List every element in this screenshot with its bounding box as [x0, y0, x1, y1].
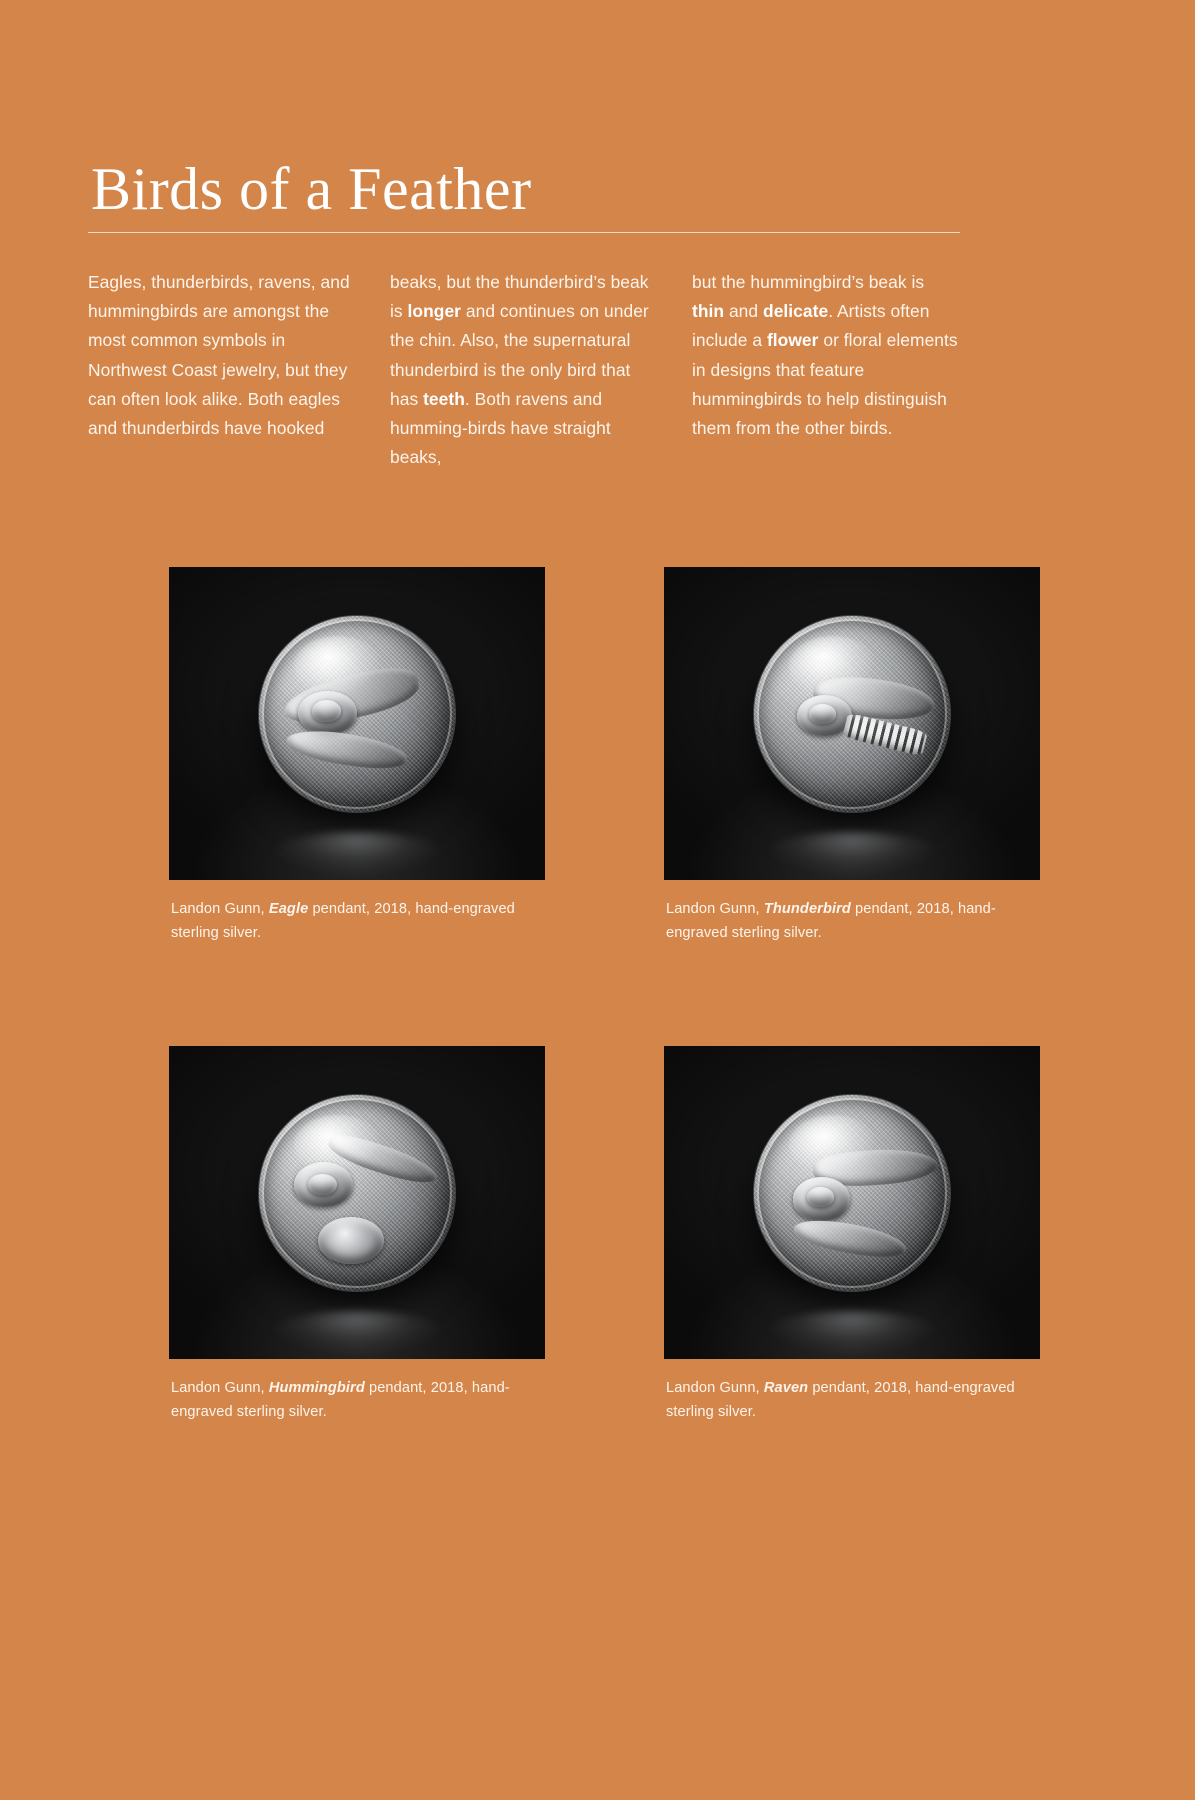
pendant-eagle-illustration — [259, 616, 455, 812]
caption-eagle: Landon Gunn, Eagle pendant, 2018, hand-engraved sterling silver. — [171, 901, 515, 941]
page-title: Birds of a Feather — [91, 156, 532, 222]
header — [88, 156, 960, 233]
photo-reflection — [768, 832, 936, 872]
photo-reflection — [273, 1311, 441, 1351]
figure-thunderbird — [664, 567, 1040, 945]
pendant-rim — [757, 1098, 947, 1288]
photo-raven — [664, 1046, 1040, 1359]
figure-row-bottom — [129, 1030, 1015, 1440]
pendant-thunderbird-illustration — [754, 616, 950, 812]
photo-hummingbird — [169, 1046, 545, 1359]
caption-hummingbird: Landon Gunn, Hummingbird pendant, 2018, hand-engraved sterling silver. — [171, 1380, 510, 1420]
caption-raven: Landon Gunn, Raven pendant, 2018, hand-engraved sterling silver. — [666, 1380, 1015, 1420]
pendant-rim — [757, 619, 947, 809]
figure-row-top — [129, 551, 996, 961]
body-column-1: Eagles, thunderbirds, ravens, and hummingbirds are amongst the most common symbols in Northwest Coast jewelry, but they can often look alike. Both eagles and thunderbirds have hooked — [88, 272, 350, 439]
pendant-hummingbird-illustration — [259, 1095, 455, 1291]
caption-thunderbird: Landon Gunn, Thunderbird pendant, 2018, hand-engraved sterling silver. — [666, 901, 996, 941]
body-column-3: but the hummingbird’s beak is thin and delicate. Artists often include a flower or floral elements in designs that feature hummingbirds to help distinguish them from the other birds. — [692, 272, 958, 439]
pendant-raven-illustration — [754, 1095, 950, 1291]
body-column-2: beaks, but the thunderbird’s beak is longer and continues on under the chin. Also, the supernatural thunderbird is the only bird that has teeth. Both ravens and humming-birds have straight beaks, — [390, 272, 649, 468]
figure-eagle — [169, 567, 545, 945]
pendant-rim — [262, 619, 452, 809]
pendant-rim — [262, 1098, 452, 1288]
photo-reflection — [273, 832, 441, 872]
photo-reflection — [768, 1311, 936, 1351]
figure-grid — [129, 551, 1015, 1440]
photo-eagle — [169, 567, 545, 880]
figure-hummingbird — [169, 1046, 545, 1424]
figure-raven — [664, 1046, 1040, 1424]
photo-thunderbird — [664, 567, 1040, 880]
body-text-columns — [88, 268, 960, 472]
title-divider — [88, 232, 960, 233]
